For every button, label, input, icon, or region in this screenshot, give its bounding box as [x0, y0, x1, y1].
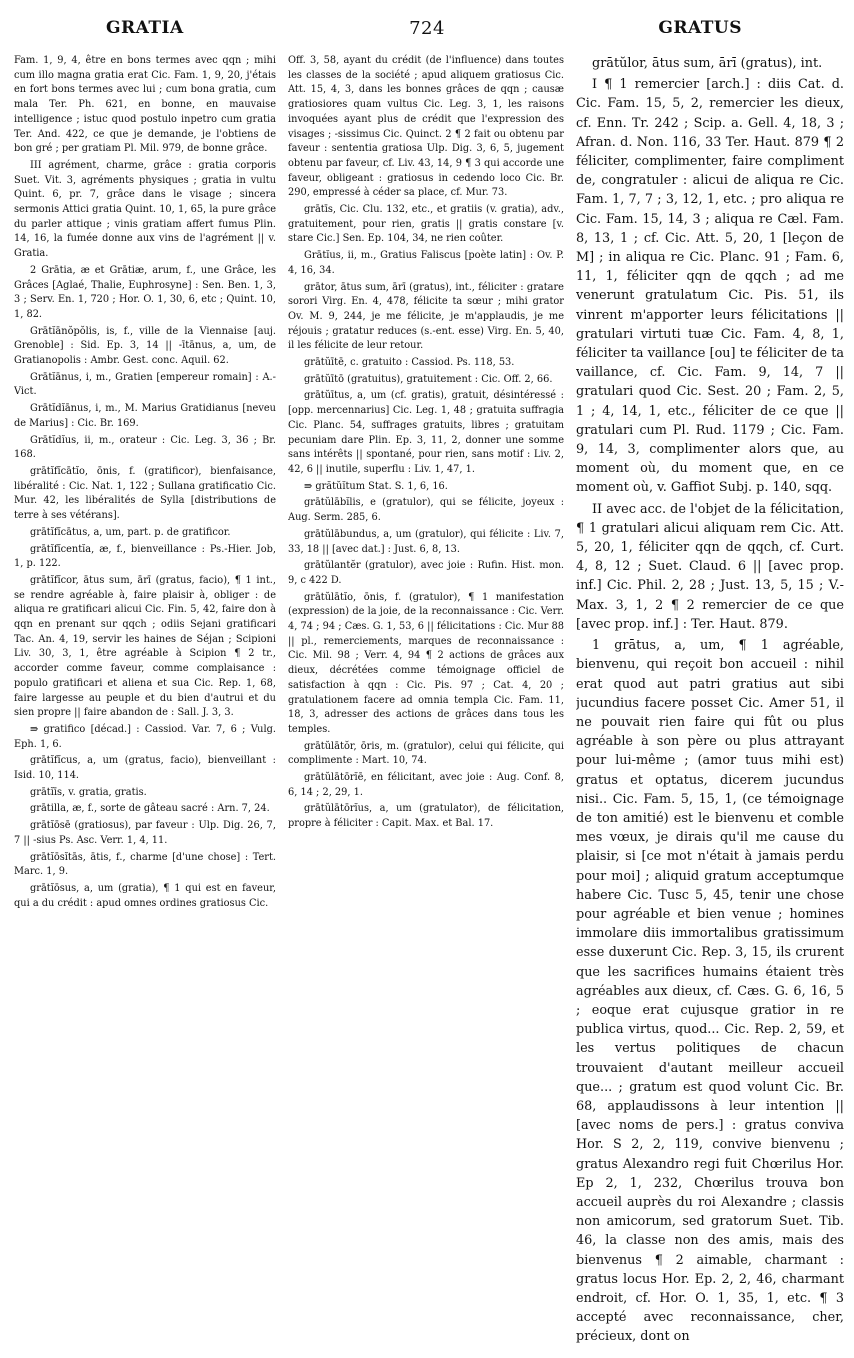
header-left-guideword: GRATIA — [106, 18, 184, 38]
dictionary-entry: grātĭfĭcātĭo, ōnis, f. (gratificor), bienfaisance, libéralité : Cic. Nat. 1, 122 ; Sullana gratificatio Cic. Mur. 42, les libéralités de Sylla [distributions de terre à ses vétérans]. — [14, 465, 276, 522]
dictionary-entry: grātŭītus, a, um (cf. gratis), gratuit, désintéressé : [opp. mercennarius] Cic. Leg. 1, 48 ; gratuita suffragia Cic. Planc. 54, suffrages gratuits, libres ; gratuitam pecuniam dare Plin. Ep. 3, 11, 2, donner une somme sans intérêts || spontané, pour rien, sans motif : Liv. 2, 42, 6 || inutile, superflu : Liv. 1, 47, 1. — [288, 390, 564, 475]
column-left — [14, 54, 276, 1347]
dictionary-entry: grātŭlor, ātus sum, ārī (gratus), int. — [592, 56, 823, 71]
dictionary-entry: ⇛ grătŭĭtum Stat. S. 1, 6, 16. — [304, 480, 448, 492]
dictionary-entry: grātŭlātŏr, ōris, m. (gratulor), celui qui félicite, qui complimente : Mart. 10, 74. — [288, 740, 564, 767]
dictionary-entry: grātĭīs, v. gratia, gratis. — [30, 786, 147, 798]
column-right — [576, 54, 844, 1347]
dictionary-entry: grātor, ātus sum, ārī (gratus), int., féliciter : gratare sorori Virg. En. 4, 478, félicite ta sœur ; mihi grator Ov. M. 9, 244, je me félicite, je m'applaudis, je me réjouis ; gratatur reduces (s.-ent. esse) Virg. En. 5, 40, il les félicite de leur retour. — [288, 281, 564, 352]
dictionary-entry: grātŭlātōrĭus, a, um (gratulator), de félicitation, propre à féliciter : Capit. Max. et Bal. 17. — [288, 803, 564, 830]
column-middle — [288, 54, 564, 1347]
dictionary-entry: grātŭlābĭlis, e (gratulor), qui se félicite, joyeux : Aug. Serm. 285, 6. — [288, 497, 564, 524]
dictionary-entry: 2 Grātia, æ et Grātiæ, arum, f., une Grâce, les Grâces [Aglaé, Thalie, Euphrosyne] : Sen. Ben. 1, 3, 3 ; Serv. En. 1, 720 ; Hor. O. 1, 30, 6, etc ; Quint. 10, 1, 82. — [14, 264, 276, 320]
dictionary-entry: grātīs, Cic. Clu. 132, etc., et gratiis (v. gratia), adv., gratuitement, pour rien, gratis || gratis constare [v. stare Cic.] Sen. Ep. 104, 34, ne rien coûter. — [288, 204, 564, 245]
dictionary-entry: grātĭfĭcor, ātus sum, ārī (gratus, facio), ¶ 1 int., se rendre agréable à, faire plaisir à, obliger : de aliqua re gratificari alicui Cic. Fin. 5, 42, faire don à qqn en prenant sur qqch ; odiis Sejani gratificari Tac. An. 4, 19, servir les haines de Séjan ; Scipioni Liv. 30, 3, 1, être agréable à Scipion ¶ 2 tr., accorder comme faveur, comme complaisance : populo gratificari et aliena et sua Cic. Rep. 1, 68, faire largesse au peuple et du bien d'autrui et du sien propre || faire abandon de : Sall. J. 3, 3. — [14, 574, 276, 719]
dictionary-entry: grātĭfĭcātus, a, um, part. p. de gratificor. — [30, 526, 231, 538]
dictionary-entry: grātŭītē, c. gratuito : Cassiod. Ps. 118, 53. — [304, 357, 515, 369]
dictionary-entry: grātŭītō (gratuitus), gratuitement : Cic. Off. 2, 66. — [304, 373, 553, 385]
dictionary-entry: III agrément, charme, grâce : gratia corporis Suet. Vit. 3, agréments physiques ; gratia in vultu Quint. 6, pr. 7, grâce dans le visage ; sincera sermonis Attici gratia Quint. 10, 1, 65, la pure grâce du parler attique ; vinis gratiam affert fumus Plin. 14, 16, la fumée donne aux vins de l'agrément || v. Gratia. — [14, 159, 276, 260]
dictionary-entry: Grātĭdĭus, ii, m., orateur : Cic. Leg. 3, 36 ; Br. 168. — [14, 434, 276, 461]
dictionary-entry: grātilla, æ, f., sorte de gâteau sacré : Arn. 7, 24. — [30, 803, 270, 815]
dictionary-entry: grātĭōsē (gratiosus), par faveur : Ulp. Dig. 26, 7, 7 || -sius Ps. Asc. Verr. 1, 4, 11. — [14, 820, 276, 846]
dictionary-entry: Grātĭus, ii, m., Gratius Faliscus [poète latin] : Ov. P. 4, 16, 34. — [288, 250, 564, 276]
dictionary-entry: 1 grātus, a, um, ¶ 1 agréable, bienvenu, qui reçoit bon accueil : nihil erat quod aut patri gratius aut sibi jucundius facere posset Cic. Amer 51, il ne pouvait rien faire qui fût ou plus agréable à son père ou plus attrayant pour lui-même ; (amor tuus mihi est) gratus et optatus, dicerem jucundus nisi.. Cic. Fam. 5, 15, 1, (ce témoignage de ton amitié) est le bienvenu et comble mes vœux, je dirais qu'il me cause du plaisir, si [ce mot n'était à jamais perdu pour moi] ; aliquid gratum acceptumque habere Cic. Tusc 5, 45, tenir une chose pour agréable et bien venue ; homines immolare diis immortalibus gratissimum esse duxerunt Cic. Rep. 3, 15, ils crurent que les sacrifices humains étaient très agréables aux dieux, cf. Cæs. G. 6, 16, 5 ; eoque erat cujusque gratior in re publica virtus, quod... Cic. Rep. 2, 59, et les vertus politiques de chacun trouvaient d'autant meilleur accueil que... ; gratum est quod volunt Cic. Br. 68, applaudissons à leur intention || [avec noms de pers.] : gratus conviva Hor. S 2, 2, 119, convive bienvenu ; gratus Alexandro regi fuit Chœrilus Hor. Ep 2, 1, 232, Chœrilus trouva bon accueil auprès du roi Alexandre ; classis non amicorum, sed gratorum Suet. Tib. 46, la classe non des amis, mais des bienvenus ¶ 2 aimable, charmant : gratus locus Hor. Ep. 2, 2, 46, charmant endroit, cf. Hor. O. 1, 35, 1, etc. ¶ 3 accepté avec reconnaissance, cher, précieux, dont on — [576, 638, 844, 1345]
dictionary-entry: Grātĭānŏpŏlis, is, f., ville de la Viennaise [auj. Grenoble] : Sid. Ep. 3, 14 || -ītānus, a, um, de Gratianopolis : Ambr. Gest. conc. Aquil. 62. — [14, 325, 276, 367]
dictionary-entry: grātŭlābundus, a, um (gratulor), qui félicite : Liv. 7, 33, 18 || [avec dat.] : Just. 6, 8, 13. — [288, 528, 564, 555]
dictionary-entry: grātĭōsus, a, um (gratia), ¶ 1 qui est en faveur, qui a du crédit : apud omnes ordines gratiosus Cic. — [14, 882, 276, 909]
dictionary-entry: I ¶ 1 remercier [arch.] : diis Cat. d. Cic. Fam. 15, 5, 2, remercier les dieux, cf. Enn. Tr. 242 ; Scip. a. Gell. 4, 18, 3 ; Afran. d. Non. 116, 33 Ter. Haut. 879 ¶ 2 féliciter, complimenter, faire compliment de, congratuler : alicui de aliqua re Cic. Fam. 1, 7, 7 ; 3, 12, 1, etc. ; pro aliqua re Cic. Fam. 15, 14, 3 ; aliqua re Cæl. Fam. 8, 13, 1 ; cf. Cic. Att. 5, 20, 1 [leçon de M] ; in aliqua re Cic. Planc. 91 ; Fam. 6, 11, 1, féliciter qqn de qqch ; ad me venerunt gratulatum Cic. Pis. 51, ils vinrent m'apporter leurs félicitations || gratulari virtuti tuæ Cic. Fam. 4, 8, 1, féliciter ta vaillance [ou] te féliciter de ta vaillance, cf. Cic. Fam. 9, 14, 7 || gratulari quod Cic. Sest. 20 ; Fam. 2, 5, 1 ; 4, 14, 1, etc., féliciter de ce que || gratulari cum Pl. Rud. 1179 ; Cic. Fam. 9, 14, 3, complimenter alors que, au moment où, du moment que, en ce moment où, v. Gaffiot Subj. p. 140, sqq. — [576, 77, 844, 496]
dictionary-entry: Fam. 1, 9, 4, être en bons termes avec qqn ; mihi cum illo magna gratia erat Cic. Fam. 1, 9, 20, j'étais en fort bons termes avec lui ; cum bona gratia, cum mala Ter. Ph. 621, en bonne, en mauvaise intelligence ; istuc quod postulo inpetro cum gratia Ter. And. 422, ce que je demande, je l'obtiens de bon gré ; per gratiam Pl. Mil. 979, de bonne grâce. — [14, 55, 276, 155]
dictionary-entry: Off. 3, 58, ayant du crédit (de l'influence) dans toutes les classes de la société ; apud aliquem gratiosus Cic. Att. 15, 4, 3, dans les bonnes grâces de qqn ; causæ gratiosiores quam vultus Cic. Leg. 3, 1, les raisons invoquées ayant plus de crédit que l'expression des visages ; -sissimus Cic. Quinct. 2 ¶ 2 fait ou obtenu par faveur : sententia gratiosa Ulp. Dig. 3, 6, 5, jugement obtenu par faveur, cf. Liv. 43, 14, 9 ¶ 3 qui accorde une faveur, obligeant : gratiosus in cedendo loco Cic. Br. 290, empressé à céder sa place, cf. Mur. 73. — [288, 55, 564, 199]
header-right-guideword: GRATUS — [658, 18, 742, 38]
dictionary-entry: grātŭlātĭo, ōnis, f. (gratulor), ¶ 1 manifestation (expression) de la joie, de la reconnaissance : Cic. Verr. 4, 74 ; 94 ; Cæs. G. 1, 53, 6 || félicitations : Cic. Mur 88 || pl., remerciements, marques de reconnaissance : Cic. Mil. 98 ; Verr. 4, 94 ¶ 2 actions de grâces aux dieux, décrétées comme témoignage officiel de satisfaction à qqn : Cic. Pis. 97 ; Cat. 4, 20 ; gratulationem facere ad omnia templa Cic. Fam. 11, 18, 3, adresser des actions de grâces dans tous les temples. — [288, 591, 564, 735]
dictionary-entry: Grātĭānus, i, m., Gratien [empereur romain] : A.-Vict. — [14, 371, 276, 398]
dictionary-entry: II avec acc. de l'objet de la félicitation, ¶ 1 gratulari alicui aliquam rem Cic. Att. 5, 20, 1, féliciter qqn de qqch, cf. Curt. 4, 8, 12 ; Suet. Claud. 6 || [avec prop. inf.] Cic. Phil. 2, 28 ; Just. 13, 5, 15 ; V.-Max. 3, 1, 2 ¶ 2 remercier de ce que [avec prop. inf.] : Ter. Haut. 879. — [576, 501, 844, 632]
dictionary-entry: grātŭlātōrĭē, en félicitant, avec joie : Aug. Conf. 8, 6, 14 ; 2, 29, 1. — [288, 772, 564, 798]
dictionary-entry: grātĭfĭcus, a, um (gratus, facio), bienveillant : Isid. 10, 114. — [14, 755, 276, 782]
dictionary-entry: grātŭlantĕr (gratulor), avec joie : Rufin. Hist. mon. 9, c 422 D. — [288, 560, 564, 586]
dictionary-entry: Grātĭdĭānus, i, m., M. Marius Gratidianus [neveu de Marius] : Cic. Br. 169. — [14, 403, 276, 429]
text-columns — [14, 54, 844, 1347]
running-header — [14, 10, 840, 44]
page-number: 724 — [409, 18, 445, 39]
dictionary-entry: grātĭōsĭtās, ātis, f., charme [d'une chose] : Tert. Marc. 1, 9. — [14, 851, 276, 878]
dictionary-entry: grātĭfĭcentĭa, æ, f., bienveillance : Ps.-Hier. Job, 1, p. 122. — [14, 543, 276, 570]
dictionary-entry: ⇛ gratifico [décad.] : Cassiod. Var. 7, 6 ; Vulg. Eph. 1, 6. — [14, 723, 276, 750]
